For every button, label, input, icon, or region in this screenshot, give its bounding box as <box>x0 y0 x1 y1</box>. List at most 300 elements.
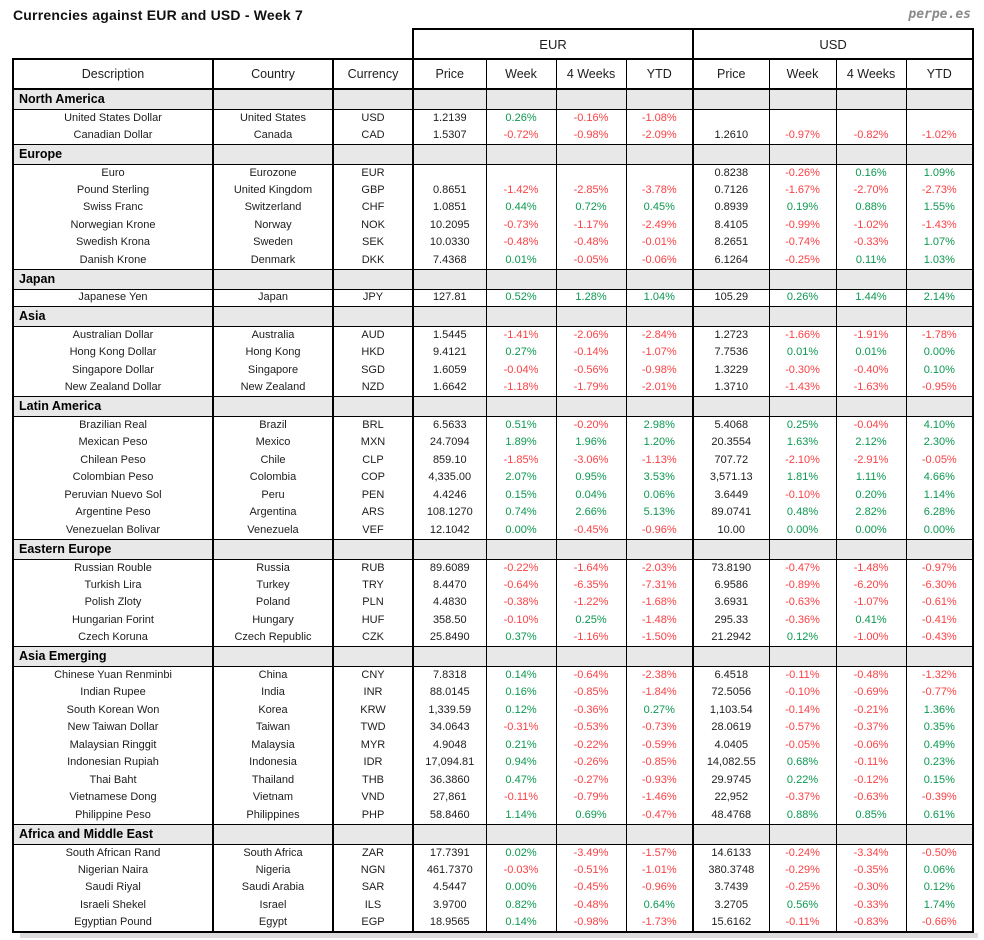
eur-4weeks-cell: -2.06% <box>556 327 626 345</box>
usd-ytd-cell: 0.00% <box>906 522 973 540</box>
section-filler-cell <box>413 824 486 844</box>
country-cell: Switzerland <box>213 199 333 217</box>
eur-4weeks-cell: -0.36% <box>556 702 626 720</box>
section-filler-cell <box>769 307 836 327</box>
country-cell: United Kingdom <box>213 182 333 200</box>
usd-4weeks-cell: -1.91% <box>836 327 906 345</box>
usd-week-cell <box>769 109 836 127</box>
usd-4weeks-cell: -0.37% <box>836 719 906 737</box>
country-cell: New Zealand <box>213 379 333 397</box>
usd-4weeks-cell: 0.20% <box>836 487 906 505</box>
eur-ytd-cell: -0.01% <box>626 234 693 252</box>
section-filler-cell <box>333 144 413 164</box>
currency-code-cell: KRW <box>333 702 413 720</box>
section-filler-cell <box>213 307 333 327</box>
country-cell: Taiwan <box>213 719 333 737</box>
country-cell: Canada <box>213 127 333 145</box>
section-filler-cell <box>626 539 693 559</box>
section-filler-cell <box>836 307 906 327</box>
eur-price-cell: 24.7094 <box>413 434 486 452</box>
section-filler-cell <box>413 89 486 109</box>
site-watermark: perpe.es <box>908 7 971 22</box>
section-filler-cell <box>556 539 626 559</box>
usd-ytd-cell: -0.43% <box>906 629 973 647</box>
eur-ytd-cell: -1.07% <box>626 344 693 362</box>
usd-4weeks-cell: -0.82% <box>836 127 906 145</box>
country-cell: Indonesia <box>213 754 333 772</box>
table-row <box>13 807 973 825</box>
country-cell: Israel <box>213 897 333 915</box>
usd-price-cell: 0.8939 <box>693 199 769 217</box>
currency-code-cell: HUF <box>333 612 413 630</box>
col-header-eur-ytd: YTD <box>626 59 693 89</box>
section-header-row <box>13 307 973 327</box>
table-row <box>13 487 973 505</box>
col-header-eur-4weeks: 4 Weeks <box>556 59 626 89</box>
eur-price-cell <box>413 164 486 182</box>
section-filler-cell <box>906 824 973 844</box>
eur-week-cell: -0.72% <box>486 127 556 145</box>
eur-price-cell: 0.8651 <box>413 182 486 200</box>
currency-code-cell: VEF <box>333 522 413 540</box>
section-filler-cell <box>693 824 769 844</box>
usd-week-cell: -1.66% <box>769 327 836 345</box>
eur-ytd-cell: -7.31% <box>626 577 693 595</box>
section-title: North America <box>13 89 213 109</box>
section-filler-cell <box>413 539 486 559</box>
table-row <box>13 252 973 270</box>
section-filler-cell <box>556 269 626 289</box>
description-cell: Japanese Yen <box>13 289 213 307</box>
eur-ytd-cell: -1.57% <box>626 844 693 862</box>
table-row <box>13 914 973 932</box>
currency-code-cell: PEN <box>333 487 413 505</box>
country-cell: Philippines <box>213 807 333 825</box>
eur-week-cell: 0.82% <box>486 897 556 915</box>
usd-week-cell: 0.19% <box>769 199 836 217</box>
page-title: Currencies against EUR and USD - Week 7 <box>13 7 303 23</box>
eur-week-cell: -0.31% <box>486 719 556 737</box>
usd-ytd-cell: 0.10% <box>906 362 973 380</box>
eur-4weeks-cell: -2.85% <box>556 182 626 200</box>
country-cell: Sweden <box>213 234 333 252</box>
section-filler-cell <box>693 144 769 164</box>
eur-week-cell: 0.52% <box>486 289 556 307</box>
section-filler-cell <box>836 269 906 289</box>
usd-ytd-cell: -0.41% <box>906 612 973 630</box>
table-row <box>13 199 973 217</box>
usd-price-cell: 29.9745 <box>693 772 769 790</box>
description-cell: Chinese Yuan Renminbi <box>13 667 213 685</box>
usd-4weeks-cell: -0.06% <box>836 737 906 755</box>
usd-week-cell: -0.26% <box>769 164 836 182</box>
country-cell: Norway <box>213 217 333 235</box>
description-cell: New Taiwan Dollar <box>13 719 213 737</box>
description-cell: Indian Rupee <box>13 684 213 702</box>
usd-4weeks-cell: 0.01% <box>836 344 906 362</box>
usd-4weeks-cell <box>836 109 906 127</box>
eur-price-cell: 4.9048 <box>413 737 486 755</box>
usd-4weeks-cell: 0.11% <box>836 252 906 270</box>
usd-4weeks-cell: -0.48% <box>836 667 906 685</box>
eur-4weeks-cell: -0.27% <box>556 772 626 790</box>
eur-week-cell: -1.42% <box>486 182 556 200</box>
table-row <box>13 629 973 647</box>
eur-week-cell: 0.26% <box>486 109 556 127</box>
section-filler-cell <box>693 397 769 417</box>
section-filler-cell <box>413 144 486 164</box>
eur-4weeks-cell: -0.14% <box>556 344 626 362</box>
table-row <box>13 217 973 235</box>
usd-week-cell: -0.37% <box>769 789 836 807</box>
usd-price-cell: 8.4105 <box>693 217 769 235</box>
currency-code-cell: NZD <box>333 379 413 397</box>
eur-ytd-cell: -0.85% <box>626 754 693 772</box>
description-cell: Venezuelan Bolivar <box>13 522 213 540</box>
eur-week-cell: 2.07% <box>486 469 556 487</box>
currency-code-cell: CZK <box>333 629 413 647</box>
country-cell: Colombia <box>213 469 333 487</box>
eur-4weeks-cell: 0.04% <box>556 487 626 505</box>
currency-code-cell: RUB <box>333 559 413 577</box>
usd-ytd-cell: -0.66% <box>906 914 973 932</box>
country-cell: Korea <box>213 702 333 720</box>
usd-ytd-cell: 1.55% <box>906 199 973 217</box>
usd-price-cell: 3.6931 <box>693 594 769 612</box>
usd-ytd-cell: 0.49% <box>906 737 973 755</box>
eur-price-cell: 108.1270 <box>413 504 486 522</box>
eur-week-cell: -1.41% <box>486 327 556 345</box>
country-cell: Hong Kong <box>213 344 333 362</box>
eur-4weeks-cell: -0.20% <box>556 417 626 435</box>
section-filler-cell <box>486 397 556 417</box>
eur-price-cell: 88.0145 <box>413 684 486 702</box>
eur-4weeks-cell: 0.69% <box>556 807 626 825</box>
section-filler-cell <box>413 647 486 667</box>
usd-ytd-cell: -1.78% <box>906 327 973 345</box>
country-cell: Mexico <box>213 434 333 452</box>
country-cell: Turkey <box>213 577 333 595</box>
section-filler-cell <box>213 647 333 667</box>
eur-week-cell: -0.48% <box>486 234 556 252</box>
section-header-row <box>13 89 973 109</box>
usd-ytd-cell: 1.09% <box>906 164 973 182</box>
section-title: Asia Emerging <box>13 647 213 667</box>
eur-ytd-cell: -0.06% <box>626 252 693 270</box>
usd-price-cell: 5.4068 <box>693 417 769 435</box>
description-cell: Israeli Shekel <box>13 897 213 915</box>
eur-4weeks-cell: -0.16% <box>556 109 626 127</box>
section-filler-cell <box>906 397 973 417</box>
eur-ytd-cell: -1.48% <box>626 612 693 630</box>
eur-price-cell: 461.7370 <box>413 862 486 880</box>
eur-week-cell: -0.04% <box>486 362 556 380</box>
eur-ytd-cell: 1.20% <box>626 434 693 452</box>
currency-code-cell: CAD <box>333 127 413 145</box>
usd-ytd-cell: 6.28% <box>906 504 973 522</box>
section-filler-cell <box>486 144 556 164</box>
section-filler-cell <box>769 397 836 417</box>
eur-price-cell: 25.8490 <box>413 629 486 647</box>
eur-ytd-cell: -1.13% <box>626 452 693 470</box>
currency-code-cell: SEK <box>333 234 413 252</box>
description-cell: Polish Zloty <box>13 594 213 612</box>
table-row <box>13 327 973 345</box>
usd-week-cell: -0.05% <box>769 737 836 755</box>
eur-ytd-cell: -0.47% <box>626 807 693 825</box>
usd-ytd-cell: 0.35% <box>906 719 973 737</box>
eur-price-cell: 4.4246 <box>413 487 486 505</box>
section-filler-cell <box>556 307 626 327</box>
usd-4weeks-cell: -0.04% <box>836 417 906 435</box>
usd-week-cell: -0.10% <box>769 684 836 702</box>
description-cell: Egyptian Pound <box>13 914 213 932</box>
eur-ytd-cell: 5.13% <box>626 504 693 522</box>
table-row <box>13 702 973 720</box>
usd-week-cell: -0.25% <box>769 252 836 270</box>
table-row <box>13 879 973 897</box>
section-filler-cell <box>906 269 973 289</box>
section-filler-cell <box>333 307 413 327</box>
country-cell: Brazil <box>213 417 333 435</box>
description-cell: Peruvian Nuevo Sol <box>13 487 213 505</box>
eur-week-cell: 0.27% <box>486 344 556 362</box>
usd-price-cell: 380.3748 <box>693 862 769 880</box>
eur-week-cell: -0.73% <box>486 217 556 235</box>
currency-code-cell: GBP <box>333 182 413 200</box>
eur-price-cell: 34.0643 <box>413 719 486 737</box>
usd-price-cell: 6.9586 <box>693 577 769 595</box>
country-cell: Nigeria <box>213 862 333 880</box>
usd-week-cell: 0.68% <box>769 754 836 772</box>
section-filler-cell <box>769 539 836 559</box>
column-header-row <box>13 59 973 89</box>
eur-price-cell: 1.2139 <box>413 109 486 127</box>
usd-4weeks-cell: 0.88% <box>836 199 906 217</box>
usd-price-cell: 1.3710 <box>693 379 769 397</box>
eur-4weeks-cell: -0.51% <box>556 862 626 880</box>
eur-price-cell: 36.3860 <box>413 772 486 790</box>
section-title: Europe <box>13 144 213 164</box>
section-filler-cell <box>626 269 693 289</box>
eur-week-cell: -0.03% <box>486 862 556 880</box>
usd-ytd-cell: -1.43% <box>906 217 973 235</box>
usd-ytd-cell: 1.03% <box>906 252 973 270</box>
section-filler-cell <box>333 824 413 844</box>
section-title: Africa and Middle East <box>13 824 213 844</box>
description-cell: Nigerian Naira <box>13 862 213 880</box>
eur-4weeks-cell: 0.72% <box>556 199 626 217</box>
eur-week-cell: 0.44% <box>486 199 556 217</box>
description-cell: Norwegian Krone <box>13 217 213 235</box>
section-filler-cell <box>836 397 906 417</box>
eur-price-cell: 12.1042 <box>413 522 486 540</box>
currency-code-cell: USD <box>333 109 413 127</box>
usd-4weeks-cell: -0.63% <box>836 789 906 807</box>
usd-ytd-cell: -0.50% <box>906 844 973 862</box>
usd-week-cell: -0.11% <box>769 914 836 932</box>
section-filler-cell <box>213 824 333 844</box>
eur-4weeks-cell: -0.45% <box>556 522 626 540</box>
eur-price-cell: 17.7391 <box>413 844 486 862</box>
section-filler-cell <box>213 89 333 109</box>
currency-code-cell: TWD <box>333 719 413 737</box>
section-filler-cell <box>413 269 486 289</box>
col-header-usd-price: Price <box>693 59 769 89</box>
eur-4weeks-cell: 2.66% <box>556 504 626 522</box>
eur-4weeks-cell: 0.25% <box>556 612 626 630</box>
currency-code-cell: SAR <box>333 879 413 897</box>
section-filler-cell <box>486 89 556 109</box>
usd-week-cell: -0.63% <box>769 594 836 612</box>
eur-price-cell: 18.9565 <box>413 914 486 932</box>
usd-4weeks-cell: -0.33% <box>836 234 906 252</box>
table-row <box>13 612 973 630</box>
col-header-usd-4weeks: 4 Weeks <box>836 59 906 89</box>
eur-price-cell: 9.4121 <box>413 344 486 362</box>
country-cell: Denmark <box>213 252 333 270</box>
table-row <box>13 754 973 772</box>
section-filler-cell <box>836 89 906 109</box>
usd-4weeks-cell: -0.83% <box>836 914 906 932</box>
eur-week-cell: 0.15% <box>486 487 556 505</box>
usd-week-cell: 0.12% <box>769 629 836 647</box>
usd-price-cell: 15.6162 <box>693 914 769 932</box>
usd-4weeks-cell: -1.02% <box>836 217 906 235</box>
section-title: Eastern Europe <box>13 539 213 559</box>
description-cell: Canadian Dollar <box>13 127 213 145</box>
table-row <box>13 417 973 435</box>
eur-4weeks-cell: -1.16% <box>556 629 626 647</box>
usd-week-cell: 0.48% <box>769 504 836 522</box>
currency-code-cell: CLP <box>333 452 413 470</box>
eur-ytd-cell: -2.01% <box>626 379 693 397</box>
eur-4weeks-cell: -0.85% <box>556 684 626 702</box>
eur-ytd-cell: -0.98% <box>626 362 693 380</box>
section-filler-cell <box>836 647 906 667</box>
usd-price-cell: 14,082.55 <box>693 754 769 772</box>
page-header <box>0 0 984 28</box>
description-cell: Russian Rouble <box>13 559 213 577</box>
usd-4weeks-cell: 2.82% <box>836 504 906 522</box>
usd-price-cell: 48.4768 <box>693 807 769 825</box>
eur-week-cell: -0.64% <box>486 577 556 595</box>
section-filler-cell <box>906 89 973 109</box>
section-filler-cell <box>836 539 906 559</box>
usd-week-cell: -0.99% <box>769 217 836 235</box>
section-filler-cell <box>413 397 486 417</box>
table-row <box>13 379 973 397</box>
eur-4weeks-cell: -3.06% <box>556 452 626 470</box>
section-filler-cell <box>693 269 769 289</box>
country-cell: Peru <box>213 487 333 505</box>
table-row <box>13 789 973 807</box>
eur-week-cell: -0.11% <box>486 789 556 807</box>
usd-week-cell: 1.81% <box>769 469 836 487</box>
usd-group-header: USD <box>693 29 973 59</box>
eur-week-cell: 0.47% <box>486 772 556 790</box>
country-cell: Czech Republic <box>213 629 333 647</box>
usd-price-cell: 21.2942 <box>693 629 769 647</box>
usd-price-cell: 1.2610 <box>693 127 769 145</box>
usd-week-cell: 0.88% <box>769 807 836 825</box>
table-row <box>13 504 973 522</box>
section-filler-cell <box>906 647 973 667</box>
usd-ytd-cell: -0.77% <box>906 684 973 702</box>
country-cell: Poland <box>213 594 333 612</box>
usd-4weeks-cell: -0.40% <box>836 362 906 380</box>
currency-code-cell: COP <box>333 469 413 487</box>
usd-4weeks-cell: 1.44% <box>836 289 906 307</box>
usd-week-cell: 0.26% <box>769 289 836 307</box>
usd-ytd-cell: 0.23% <box>906 754 973 772</box>
usd-week-cell: 0.00% <box>769 522 836 540</box>
usd-price-cell <box>693 109 769 127</box>
eur-4weeks-cell: -0.98% <box>556 127 626 145</box>
usd-ytd-cell: -1.02% <box>906 127 973 145</box>
usd-week-cell: 1.63% <box>769 434 836 452</box>
description-cell: Turkish Lira <box>13 577 213 595</box>
usd-4weeks-cell: -0.12% <box>836 772 906 790</box>
eur-price-cell: 1.6059 <box>413 362 486 380</box>
eur-week-cell: 0.14% <box>486 914 556 932</box>
usd-ytd-cell: -2.73% <box>906 182 973 200</box>
usd-ytd-cell: -0.97% <box>906 559 973 577</box>
section-filler-cell <box>556 647 626 667</box>
usd-4weeks-cell: -1.07% <box>836 594 906 612</box>
section-filler-cell <box>556 144 626 164</box>
eur-4weeks-cell: -1.64% <box>556 559 626 577</box>
usd-price-cell: 28.0619 <box>693 719 769 737</box>
eur-price-cell: 1.0851 <box>413 199 486 217</box>
usd-ytd-cell: 4.66% <box>906 469 973 487</box>
usd-week-cell: -1.67% <box>769 182 836 200</box>
usd-4weeks-cell: -0.35% <box>836 862 906 880</box>
section-filler-cell <box>213 539 333 559</box>
section-filler-cell <box>556 397 626 417</box>
usd-week-cell: -0.97% <box>769 127 836 145</box>
usd-week-cell: -0.74% <box>769 234 836 252</box>
description-cell: Danish Krone <box>13 252 213 270</box>
currency-code-cell: IDR <box>333 754 413 772</box>
eur-price-cell: 3.9700 <box>413 897 486 915</box>
eur-ytd-cell: 3.53% <box>626 469 693 487</box>
usd-week-cell: 0.01% <box>769 344 836 362</box>
description-cell: Swedish Krona <box>13 234 213 252</box>
usd-week-cell: -0.57% <box>769 719 836 737</box>
description-cell: South African Rand <box>13 844 213 862</box>
eur-ytd-cell: 0.27% <box>626 702 693 720</box>
currency-code-cell: VND <box>333 789 413 807</box>
table-row <box>13 577 973 595</box>
eur-week-cell: 0.12% <box>486 702 556 720</box>
group-header-spacer <box>13 29 413 59</box>
table-row <box>13 559 973 577</box>
table-row <box>13 452 973 470</box>
usd-price-cell: 72.5056 <box>693 684 769 702</box>
eur-price-cell: 1.5307 <box>413 127 486 145</box>
usd-ytd-cell: -0.61% <box>906 594 973 612</box>
country-cell: Malaysia <box>213 737 333 755</box>
section-filler-cell <box>693 89 769 109</box>
section-filler-cell <box>413 307 486 327</box>
table-row <box>13 862 973 880</box>
description-cell: Czech Koruna <box>13 629 213 647</box>
eur-ytd-cell: -1.73% <box>626 914 693 932</box>
usd-ytd-cell: 1.07% <box>906 234 973 252</box>
eur-week-cell: 0.16% <box>486 684 556 702</box>
eur-week-cell: 1.89% <box>486 434 556 452</box>
